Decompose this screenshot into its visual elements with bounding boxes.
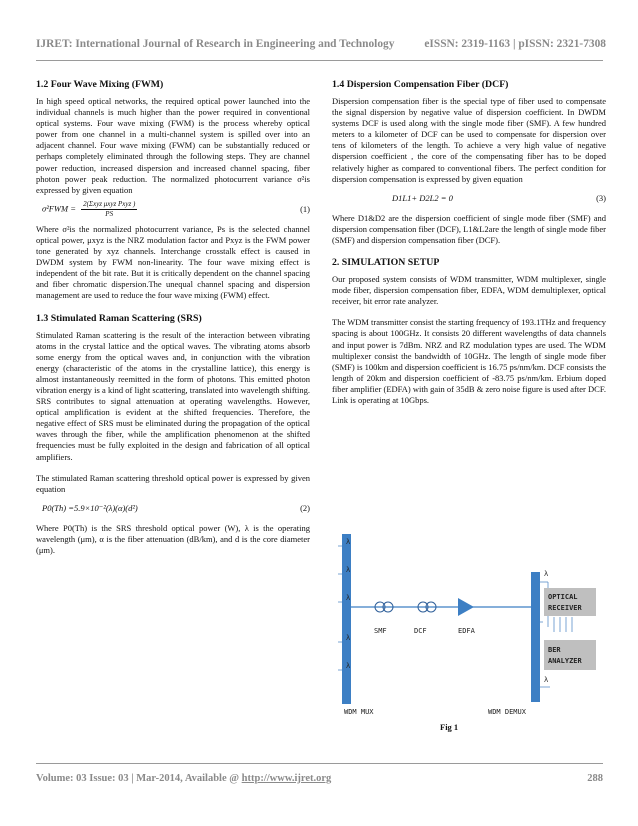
footer <box>36 773 603 784</box>
mux-bar <box>342 534 351 704</box>
equation-lhs: σ²FWM = <box>42 203 76 214</box>
paragraph: The stimulated Raman scattering threshold optical power is expressed by given equation <box>36 472 310 494</box>
paragraph: Stimulated Raman scattering is the result of the interaction between vibrating atoms in the crystal lattice and the optical waves. The vibrating atoms absorb some energy from the optical waves and, in conjunction with the vibration energy (characteristic of the atoms in the crystalline lattice), this energy is almost instantaneously reemitted in the form of photons. This emitted photon vibration energy is a kind of light scattering, translated into wavelength shifting. SRS contributes to signal attenuation at operating wavelengths. However, optical amplification is evident at the shifted frequencies. Therefore, the negative effect of SRS must be eliminated during the propagation of the optical waves through the fiber, while the amplification phenomenon at the shifted frequencies must be fully exploited in the design and fabrication of all optical amplifiers. <box>36 329 310 462</box>
lambda-label: λ <box>544 676 549 684</box>
lambda-label: λ <box>346 594 351 602</box>
section-heading-fwm: 1.2 Four Wave Mixing (FWM) <box>36 79 164 90</box>
equation-number: (1) <box>300 204 310 215</box>
equation-body: D1L1+ D2L2 = 0 <box>392 193 453 204</box>
paragraph: The WDM transmitter consist the starting frequency of 193.1THz and frequency spacing is about 100GHz. It consists 20 different wavelengths of data channels and input power is 7dBm. NRZ and RZ modulation types are used. The WDM multiplexer consist the bandwidth of 10GHz. The length of single mode fiber (SMF) is 100km and dispersion coefficient is 16.75 ps/nm/km. DCF consists the length of 20km and dispersion coefficient of -83.75 ps/nm/km. Erbium doped fiber amplifier (EDFA) with gain of 35dB & zero noise figure is used after DCF. Link is operating at 10Gbps. <box>332 317 606 405</box>
input-channels <box>338 546 342 670</box>
lambda-label: λ <box>346 538 351 546</box>
paragraph: Where P0(Th) is the SRS threshold optical power (W), λ is the operating wavelength (μm), α is the fiber attenuation (dB/km), and d is the core diameter (μm). <box>36 522 310 555</box>
receiver-label: RECEIVER <box>548 604 582 612</box>
footer-volume: Volume: 03 Issue: 03 | Mar-2014, Available @ <box>36 773 242 784</box>
issn: eISSN: 2319-1163 | pISSN: 2321-7308 <box>424 38 606 50</box>
paragraph: Dispersion compensation fiber is the special type of fiber used to compensate the signal dispersion by negative value of dispersion coefficient. In DWDM systems DCF is used along with the single mode fiber (SMF). A few hundred meters to a kilometer of DCF can be used to compensate for dispersion over tens of kilometers of the length. To achieve a very high value of negative dispersion coefficient , the core of the compensating fiber has to be doped relatively higher as compared to conventional fibers. The perfect condition for dispersion compensation is expressed by given equation <box>332 96 606 184</box>
fraction-numerator: 2(Σxyz μxyz Pxyz ) <box>83 200 136 209</box>
equation-number: (3) <box>596 193 606 204</box>
journal-title: IJRET: International Journal of Research in Engineering and Technology <box>36 38 395 50</box>
demux-bar <box>531 572 540 702</box>
equation-body: P0(Th) =5.9×10⁻²(λ)(α)(d²) <box>42 503 138 514</box>
edfa-amplifier-icon <box>458 598 474 616</box>
dcf-label: DCF <box>414 627 427 635</box>
left-column <box>36 78 310 556</box>
section-heading-simulation: 2. SIMULATION SETUP <box>332 257 440 269</box>
equation-1 <box>36 196 310 224</box>
equation-number: (2) <box>300 503 310 514</box>
demux-label: WDM DEMUX <box>488 708 526 716</box>
figure-1-diagram <box>338 532 606 717</box>
fraction-denominator: PS <box>105 210 114 219</box>
edfa-label: EDFA <box>458 627 475 635</box>
lambda-label: λ <box>346 566 351 574</box>
equation-3 <box>332 185 606 213</box>
equation-fraction <box>81 200 137 219</box>
header-rule <box>36 60 603 61</box>
section-heading-srs: 1.3 Stimulated Raman Scattering (SRS) <box>36 312 202 324</box>
lambda-label: λ <box>346 634 351 642</box>
smf-label: SMF <box>374 627 387 635</box>
section-heading-dcf: 1.4 Dispersion Compensation Fiber (DCF) <box>332 79 509 90</box>
lambda-label: λ <box>544 570 549 578</box>
paragraph: Where σ²is the normalized photocurrent variance, Ps is the selected channel optical power, μxyz is the NRZ modulation factor and Pxyz is the FWM power tone generated by xyz channels. Interchange crosstalk effect is caused in DWDM system by FWM non-linearity. The four wave mixing effect is independent of the bit rate. But it is critically dependent on the channel spacing and fiber chromatic dispersion.The unequal channel spacing and dispersion management are used to reduce the four wave mixing (FWM) effect. <box>36 223 310 301</box>
journal-link[interactable]: http://www.ijret.org <box>241 773 332 784</box>
right-column <box>332 78 606 406</box>
equation-2 <box>36 495 310 523</box>
paragraph: Where D1&D2 are the dispersion coefficient of single mode fiber (SMF) and dispersion compensation fiber (DCF), L1&L2are the length of single mode fiber (SMF) and dispersion compensation fiber (DCF). <box>332 212 606 245</box>
mux-label: WDM MUX <box>344 708 374 716</box>
ber-analyzer-box <box>544 640 596 670</box>
lambda-label: λ <box>346 662 351 670</box>
footer-rule <box>36 763 603 764</box>
page-number: 288 <box>587 773 603 784</box>
running-header <box>36 38 606 50</box>
receiver-label: OPTICAL <box>548 593 578 601</box>
paragraph: Our proposed system consists of WDM transmitter, WDM multiplexer, single mode fiber, dispersion compensation fiber, EDFA, WDM demultiplexer, optical receiver, bit error rate analyzer. <box>332 274 606 307</box>
figure-caption: Fig 1 <box>440 722 459 732</box>
paragraph: In high speed optical networks, the required optical power launched into the individual channels is much higher than the power required in conventional optical systems. Four wave mixing (FWM) is the process whereby optical power from one channel in a multi-channel system is spilled over into an adjacent channel. Four wave mixing (FWM) can be substantially reduced or perhaps completely eliminated through the following steps. They are channel power reduction, increased dispersion and increased channel spacing, fiber photon power peak reduction. The normalized photocurrent variance σ²is expressed by given equation <box>36 96 310 195</box>
ber-label: BER <box>548 646 561 654</box>
ber-label: ANALYZER <box>548 657 582 665</box>
